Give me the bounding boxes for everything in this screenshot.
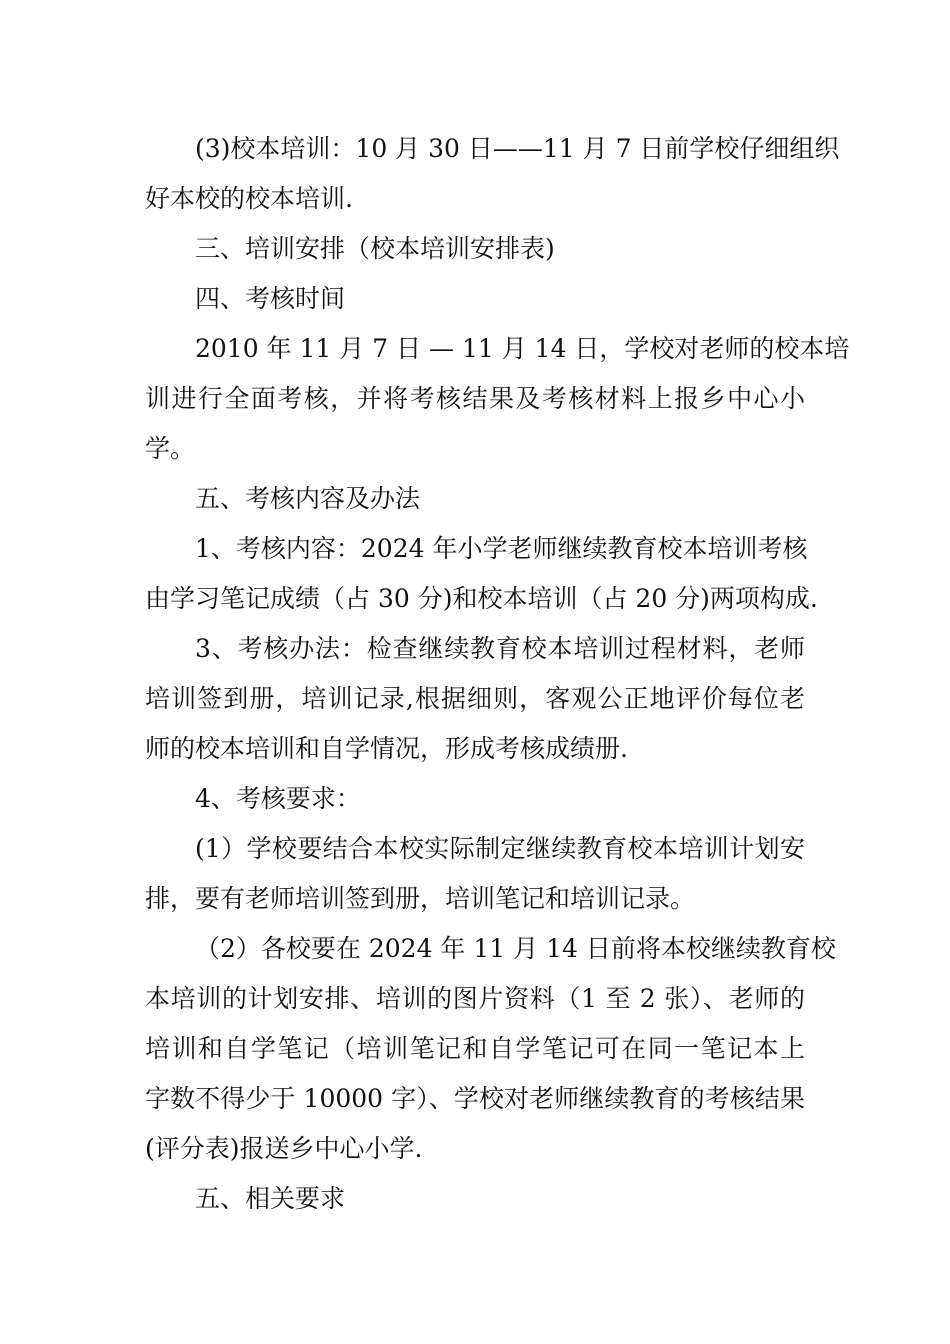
paragraph-line: 本培训的计划安排、培训的图片资料（1 至 2 张）、老师的 <box>145 984 805 1013</box>
paragraph-line: 3、考核办法：检查继续教育校本培训过程材料，老师 <box>195 634 805 663</box>
paragraph-line: (3)校本培训：10 月 30 日——11 月 7 日前学校仔细组织 <box>195 134 840 163</box>
paragraph-line: 2010 年 11 月 7 日 — 11 月 14 日，学校对老师的校本培 <box>195 334 850 363</box>
section-heading: 4、考核要求： <box>195 784 361 813</box>
paragraph-line: 培训和自学笔记（培训笔记和自学笔记可在同一笔记本上 <box>145 1034 805 1063</box>
paragraph-line: 学。 <box>145 434 196 463</box>
paragraph-line: 排，要有老师培训签到册，培训笔记和培训记录。 <box>145 884 696 913</box>
paragraph-line: 由学习笔记成绩（占 30 分)和校本培训（占 20 分)两项构成. <box>145 584 818 613</box>
paragraph-line: (评分表)报送乡中心小学. <box>145 1134 423 1163</box>
paragraph-line: 字数不得少于 10000 字）、学校对老师继续教育的考核结果 <box>145 1084 805 1113</box>
paragraph-line: 培训签到册，培训记录,根据细则，客观公正地评价每位老 <box>145 684 805 713</box>
paragraph-line: 1、考核内容：2024 年小学老师继续教育校本培训考核 <box>195 534 808 563</box>
section-heading: 五、考核内容及办法 <box>195 484 421 513</box>
paragraph-line: 好本校的校本培训. <box>145 184 353 213</box>
paragraph-line: （2）各校要在 2024 年 11 月 14 日前将本校继续教育校 <box>195 934 836 963</box>
section-heading: 四、考核时间 <box>195 284 346 313</box>
paragraph-line: 训进行全面考核，并将考核结果及考核材料上报乡中心小 <box>145 384 805 413</box>
section-heading: 五、相关要求 <box>195 1184 346 1213</box>
paragraph-line: 师的校本培训和自学情况，形成考核成绩册. <box>145 734 628 763</box>
paragraph-line: (1）学校要结合本校实际制定继续教育校本培训计划安 <box>195 834 805 863</box>
section-heading: 三、培训安排（校本培训安排表) <box>195 234 555 263</box>
